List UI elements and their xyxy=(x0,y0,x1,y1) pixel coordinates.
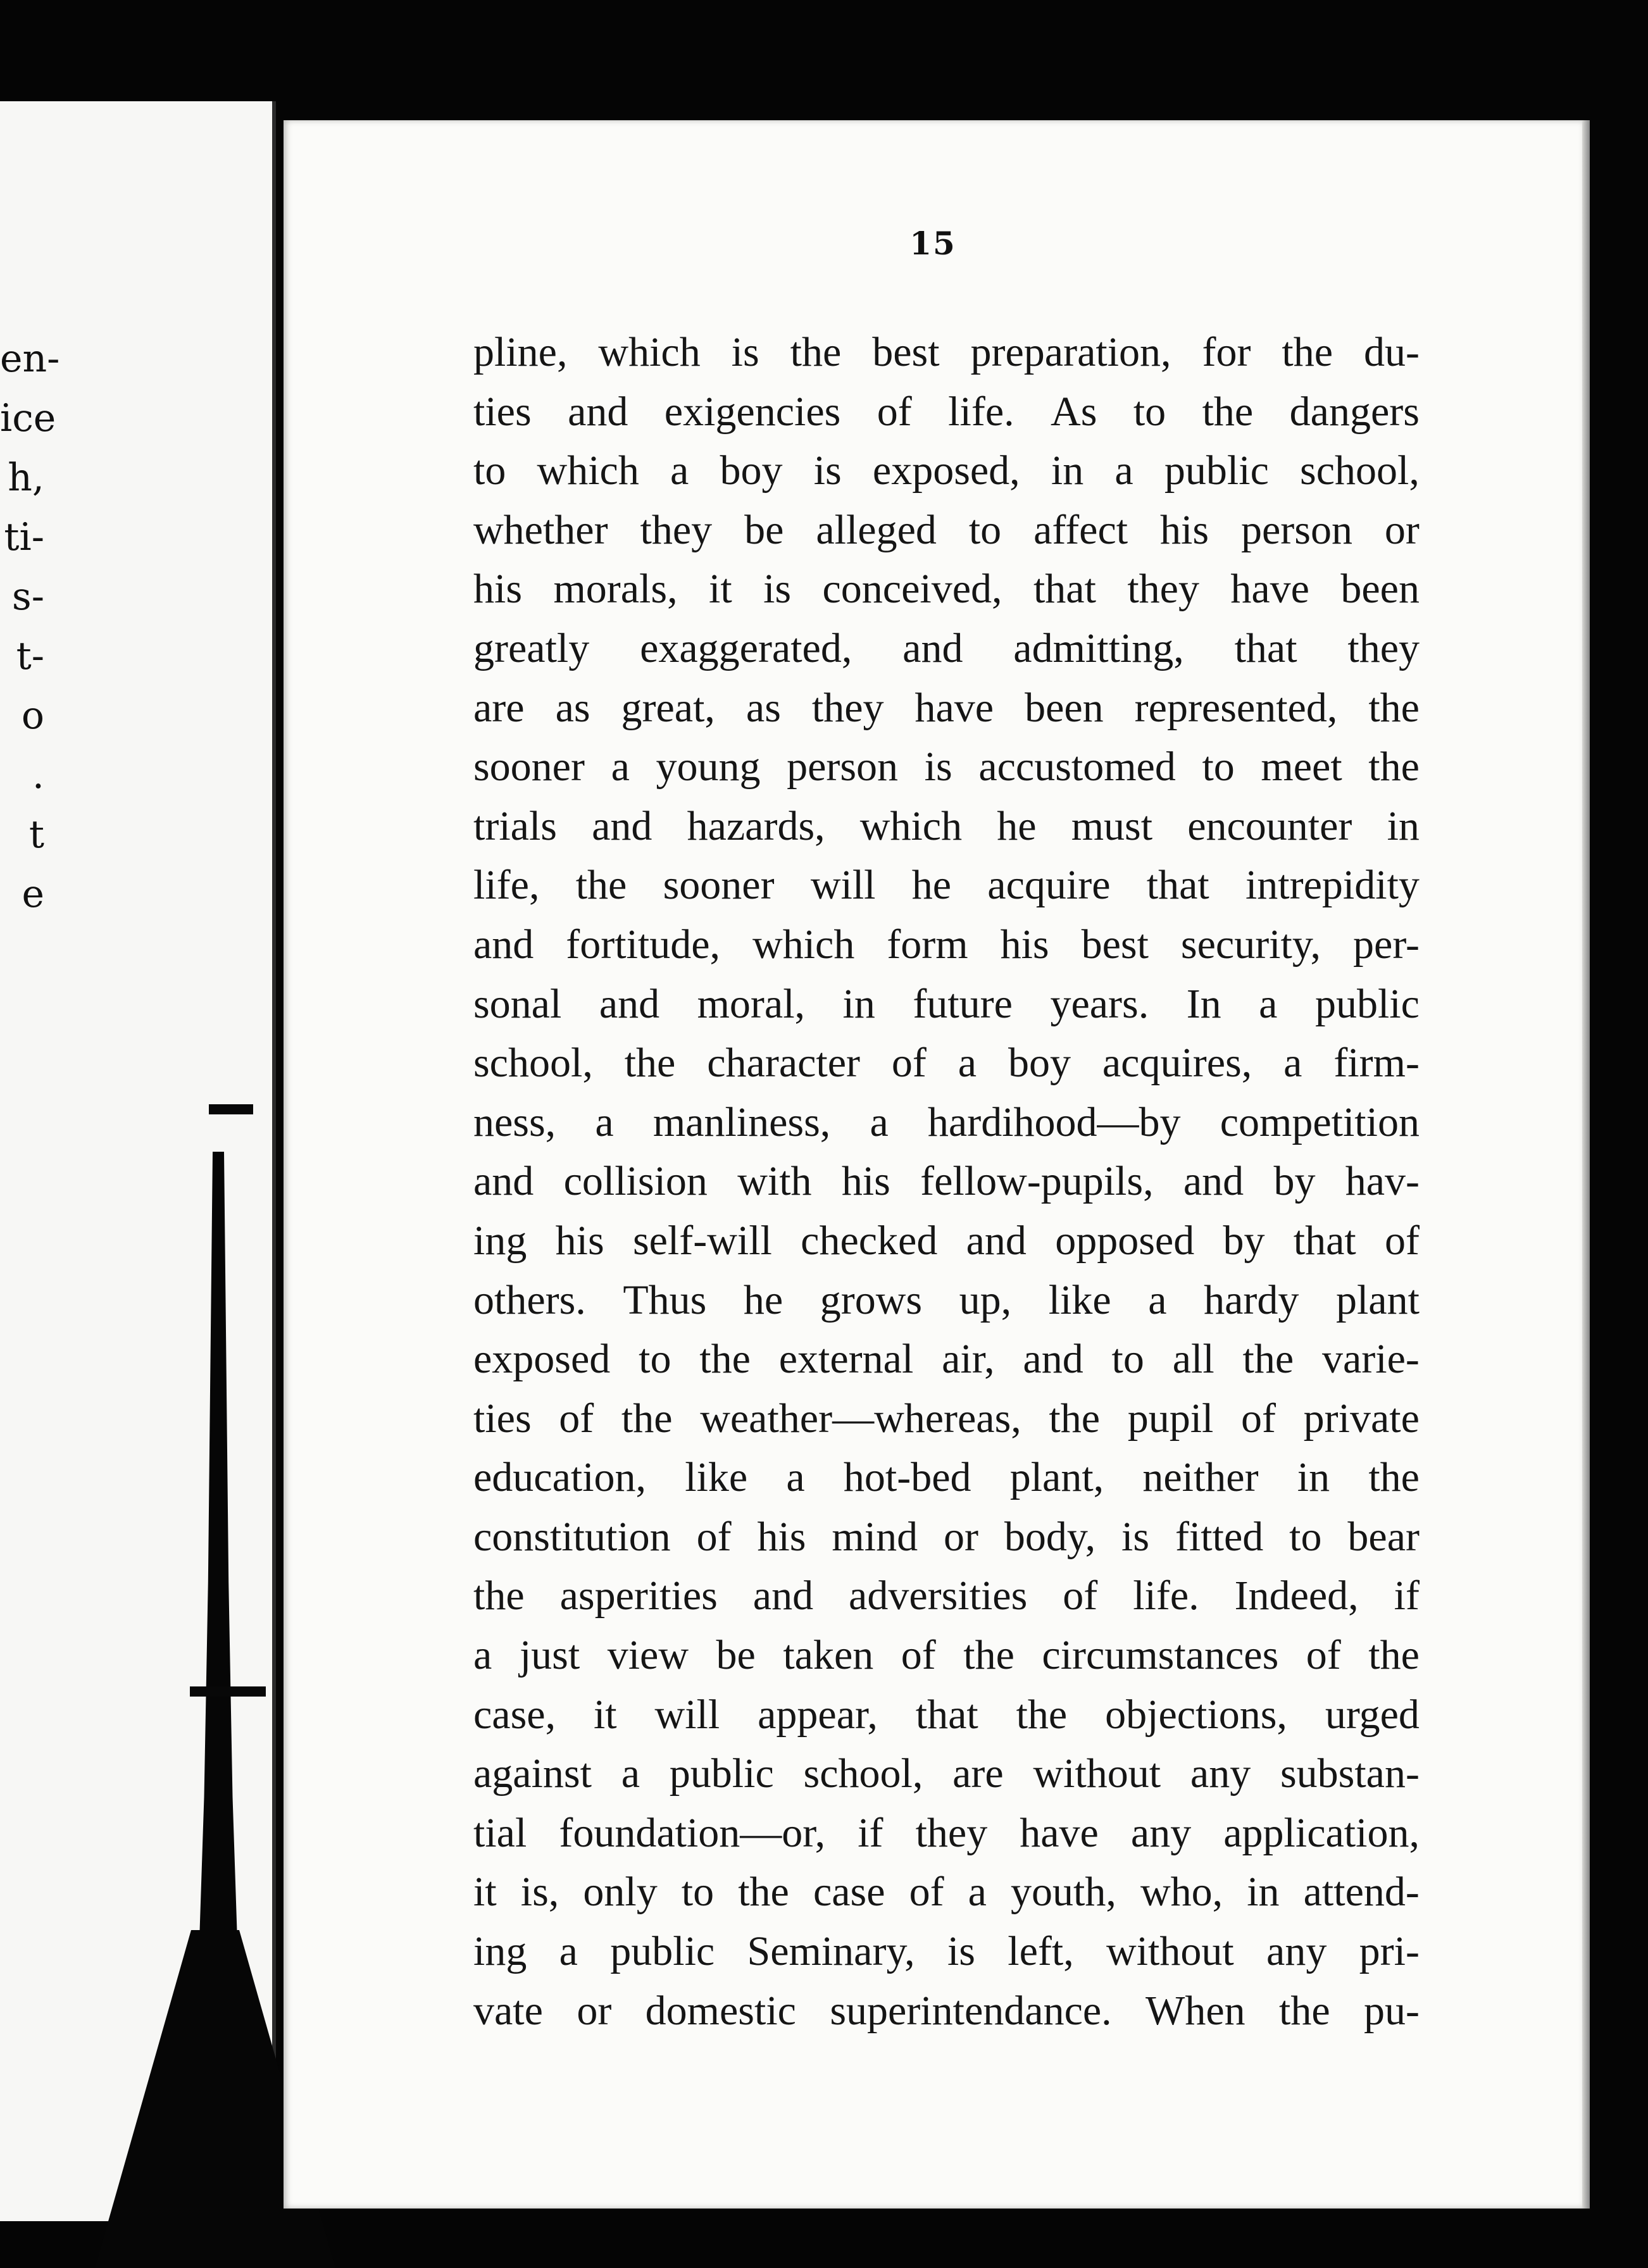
word: domestic xyxy=(645,1987,796,2034)
word: a xyxy=(559,1928,578,1975)
word: ness, xyxy=(473,1099,556,1145)
word: all xyxy=(1172,1336,1214,1383)
word: acquires, xyxy=(1102,1040,1252,1087)
word: a xyxy=(1259,980,1278,1027)
word: conceived, xyxy=(822,566,1002,613)
word: without xyxy=(1106,1928,1234,1975)
word: of xyxy=(891,1040,927,1087)
word: any xyxy=(1190,1750,1251,1797)
word: is xyxy=(813,447,842,494)
word: up, xyxy=(959,1276,1012,1323)
word: to xyxy=(681,1869,715,1916)
word: pu- xyxy=(1364,1987,1420,2034)
word: Indeed, xyxy=(1234,1573,1359,1619)
word: As xyxy=(1051,388,1097,435)
word: a xyxy=(786,1454,805,1501)
word: be xyxy=(716,1632,756,1679)
text-line xyxy=(473,1507,1420,1567)
word: will xyxy=(654,1691,720,1738)
word: life. xyxy=(948,388,1014,435)
word: in xyxy=(1387,802,1420,849)
word: the xyxy=(1368,744,1420,790)
text-line xyxy=(473,559,1420,619)
text-line xyxy=(473,1389,1420,1449)
word: fellow-pupils, xyxy=(920,1158,1154,1205)
word: school, xyxy=(473,1040,593,1087)
word: accustomed xyxy=(978,744,1176,790)
left-fragment: h, xyxy=(8,456,44,500)
word: constitution xyxy=(473,1513,671,1560)
word: bear xyxy=(1347,1513,1420,1560)
word: intrepidity xyxy=(1245,862,1420,909)
word: have xyxy=(1230,566,1309,613)
word: are xyxy=(473,684,525,731)
word: school, xyxy=(803,1750,923,1797)
word: youth, xyxy=(1011,1869,1116,1916)
word: represented, xyxy=(1134,684,1338,731)
word: his xyxy=(841,1158,890,1205)
word: they xyxy=(915,1809,988,1856)
text-line xyxy=(473,382,1420,442)
word: in xyxy=(1247,1869,1280,1916)
text-line xyxy=(473,915,1420,975)
text-line xyxy=(473,1152,1420,1211)
word: to xyxy=(968,506,1002,553)
left-fragment: ice xyxy=(0,396,56,440)
word: to xyxy=(1289,1513,1322,1560)
word: is xyxy=(924,744,952,790)
word: to xyxy=(1111,1336,1144,1383)
word: future xyxy=(913,980,1013,1027)
word: sooner xyxy=(473,744,585,790)
word: is xyxy=(731,329,759,375)
word: the xyxy=(699,1336,751,1383)
word: alleged xyxy=(816,506,937,553)
word: sonal xyxy=(473,980,562,1027)
word: a xyxy=(1148,1276,1167,1323)
word: as xyxy=(746,684,781,731)
word: which xyxy=(598,329,701,375)
word: any xyxy=(1266,1928,1327,1975)
text-line xyxy=(473,1566,1420,1626)
word: affect xyxy=(1033,506,1128,553)
word: like xyxy=(1048,1276,1111,1323)
word: and xyxy=(473,921,534,968)
word: a xyxy=(968,1869,987,1916)
word: just xyxy=(519,1632,580,1679)
word: collision xyxy=(563,1158,708,1205)
word: hot-bed xyxy=(843,1454,971,1501)
word: and xyxy=(902,625,963,671)
word: checked xyxy=(801,1217,938,1264)
word: air, xyxy=(942,1336,995,1383)
word: exposed, xyxy=(872,447,1020,494)
word: body, xyxy=(1004,1513,1096,1560)
word: the xyxy=(1049,1395,1101,1442)
word: who, xyxy=(1140,1869,1223,1916)
word: plant xyxy=(1335,1276,1420,1323)
text-line xyxy=(473,1330,1420,1389)
word: exaggerated, xyxy=(640,625,852,671)
word: his xyxy=(473,566,523,613)
word: the xyxy=(1279,1987,1330,2034)
word: vate xyxy=(473,1987,543,2034)
word: any xyxy=(1130,1809,1192,1856)
word: weather—whereas, xyxy=(700,1395,1021,1442)
word: ties xyxy=(473,1395,532,1442)
right-page xyxy=(284,120,1582,2209)
word: in xyxy=(842,980,875,1027)
left-page-fragments xyxy=(0,329,190,924)
word: his xyxy=(1160,506,1209,553)
word: hav- xyxy=(1345,1158,1420,1205)
word: acquire xyxy=(987,862,1111,909)
word: admitting, xyxy=(1013,625,1184,671)
left-fragment: t- xyxy=(16,634,44,678)
word: that xyxy=(1033,566,1096,613)
word: application, xyxy=(1223,1809,1420,1856)
binding-shadow-mark xyxy=(190,1686,266,1697)
word: firm- xyxy=(1333,1040,1420,1087)
word: adversities xyxy=(849,1573,1028,1619)
word: or xyxy=(944,1513,978,1560)
text-line xyxy=(473,1862,1420,1922)
word: to xyxy=(1202,744,1235,790)
word: that xyxy=(1146,862,1209,909)
word: exposed xyxy=(473,1336,611,1383)
word: they xyxy=(640,506,713,553)
word: his xyxy=(555,1217,604,1264)
text-line xyxy=(473,619,1420,678)
word: public xyxy=(1164,447,1269,494)
word: grows xyxy=(820,1276,923,1323)
word: like xyxy=(685,1454,748,1501)
word: they xyxy=(1347,625,1420,671)
word: boy xyxy=(1008,1040,1071,1087)
word: to xyxy=(473,447,506,494)
word: without xyxy=(1033,1750,1161,1797)
word: hardy xyxy=(1204,1276,1299,1323)
word: a xyxy=(1283,1040,1302,1087)
word: to xyxy=(639,1336,671,1383)
text-line xyxy=(473,1271,1420,1330)
word: and xyxy=(1183,1158,1244,1205)
word: is xyxy=(763,566,792,613)
word: which xyxy=(859,802,963,849)
word: been xyxy=(1340,566,1420,613)
word: neither xyxy=(1142,1454,1259,1501)
text-line xyxy=(473,501,1420,560)
text-line xyxy=(473,856,1420,915)
text-line xyxy=(473,1804,1420,1863)
word: private xyxy=(1303,1395,1420,1442)
word: in xyxy=(1051,447,1084,494)
word: in xyxy=(1297,1454,1330,1501)
word: the xyxy=(1202,388,1254,435)
word: for xyxy=(1202,329,1251,375)
word: it xyxy=(708,566,732,613)
word: superintendance. xyxy=(830,1987,1112,2034)
word: person xyxy=(787,744,899,790)
word: whether xyxy=(473,506,608,553)
word: public xyxy=(669,1750,774,1797)
word: person xyxy=(1241,506,1352,553)
word: it xyxy=(593,1691,617,1738)
word: ing xyxy=(473,1928,527,1975)
word: the xyxy=(1368,684,1420,731)
text-line xyxy=(473,1448,1420,1507)
word: fortitude, xyxy=(566,921,721,968)
word: of xyxy=(877,388,912,435)
word: When xyxy=(1145,1987,1245,2034)
text-line xyxy=(473,737,1420,797)
text-line xyxy=(473,1744,1420,1804)
binding-shadow-mark xyxy=(209,1104,253,1114)
word: if xyxy=(858,1809,883,1856)
word: and xyxy=(473,1158,534,1205)
word: great, xyxy=(621,684,715,731)
word: the xyxy=(473,1573,525,1619)
word: boy xyxy=(720,447,783,494)
word: per- xyxy=(1353,921,1420,968)
word: of xyxy=(901,1632,936,1679)
word: against xyxy=(473,1750,592,1797)
word: a xyxy=(1114,447,1133,494)
word: a xyxy=(670,447,689,494)
word: he xyxy=(743,1276,783,1323)
left-fragment: . xyxy=(32,753,44,797)
word: attend- xyxy=(1303,1869,1420,1916)
word: that xyxy=(1234,625,1297,671)
word: to xyxy=(1133,388,1166,435)
word: morals, xyxy=(553,566,678,613)
page-edge xyxy=(1582,120,1590,2209)
word: a xyxy=(958,1040,977,1087)
text-line xyxy=(473,1922,1420,1981)
word: a xyxy=(621,1750,640,1797)
word: which xyxy=(752,921,855,968)
word: mind xyxy=(832,1513,918,1560)
word: by xyxy=(1223,1217,1265,1264)
word: is xyxy=(947,1928,975,1975)
word: and xyxy=(592,802,652,849)
word: young xyxy=(656,744,761,790)
word: life, xyxy=(473,862,540,909)
word: appear, xyxy=(758,1691,878,1738)
word: case xyxy=(813,1869,885,1916)
word: years. xyxy=(1050,980,1149,1027)
left-fragment: e xyxy=(22,872,44,916)
word: will xyxy=(810,862,876,909)
word: that xyxy=(1293,1217,1356,1264)
word: preparation, xyxy=(970,329,1171,375)
word: his xyxy=(1000,921,1049,968)
word: of xyxy=(1306,1632,1341,1679)
word: he xyxy=(911,862,952,909)
word: manliness, xyxy=(652,1099,831,1145)
word: with xyxy=(737,1158,812,1205)
word: trials xyxy=(473,802,557,849)
word: form xyxy=(887,921,968,968)
left-fragment: o xyxy=(21,694,44,738)
page-number: 15 xyxy=(909,225,956,262)
word: have xyxy=(1020,1809,1099,1856)
word: varie- xyxy=(1321,1336,1420,1383)
word: public xyxy=(610,1928,715,1975)
text-line xyxy=(473,1981,1420,2041)
word: Seminary, xyxy=(747,1928,915,1975)
word: are xyxy=(952,1750,1004,1797)
word: objections, xyxy=(1105,1691,1287,1738)
word: best xyxy=(1081,921,1149,968)
word: best xyxy=(872,329,940,375)
text-line xyxy=(473,1093,1420,1152)
word: greatly xyxy=(473,625,590,671)
word: and xyxy=(599,980,660,1027)
word: his xyxy=(757,1513,806,1560)
word: education, xyxy=(473,1454,647,1501)
text-line xyxy=(473,1033,1420,1093)
word: hardihood—by xyxy=(927,1099,1181,1145)
word: encounter xyxy=(1187,802,1352,849)
word: life. xyxy=(1133,1573,1199,1619)
word: du- xyxy=(1364,329,1420,375)
word: ties xyxy=(473,388,532,435)
word: security, xyxy=(1180,921,1321,968)
word: they xyxy=(811,684,884,731)
word: is xyxy=(1121,1513,1150,1560)
word: a xyxy=(595,1099,614,1145)
word: and xyxy=(966,1217,1027,1264)
word: left, xyxy=(1008,1928,1074,1975)
word: hazards, xyxy=(687,802,825,849)
word: he xyxy=(997,802,1037,849)
word: a xyxy=(870,1099,889,1145)
word: school, xyxy=(1300,447,1420,494)
word: of xyxy=(1385,1217,1420,1264)
word: the xyxy=(621,1395,673,1442)
word: it xyxy=(473,1869,497,1916)
text-line xyxy=(473,1626,1420,1685)
word: asperities xyxy=(559,1573,718,1619)
left-fragment: t xyxy=(28,813,44,857)
word: opposed xyxy=(1055,1217,1195,1264)
word: the xyxy=(738,1869,789,1916)
left-fragment: en- xyxy=(0,337,60,381)
word: or xyxy=(577,1987,612,2034)
text-line xyxy=(473,678,1420,738)
word: character xyxy=(707,1040,861,1087)
word: and xyxy=(1023,1336,1083,1383)
word: the xyxy=(1368,1454,1420,1501)
word: of xyxy=(909,1869,944,1916)
word: ing xyxy=(473,1217,527,1264)
word: others. xyxy=(473,1276,586,1323)
word: of xyxy=(1063,1573,1098,1619)
text-line xyxy=(473,975,1420,1034)
word: only xyxy=(583,1869,658,1916)
word: have xyxy=(915,684,994,731)
text-line xyxy=(473,323,1420,382)
word: Thus xyxy=(623,1276,707,1323)
word: the xyxy=(963,1632,1014,1679)
word: view xyxy=(607,1632,689,1679)
word: tial xyxy=(473,1809,527,1856)
word: moral, xyxy=(697,980,806,1027)
word: that xyxy=(915,1691,978,1738)
word: the xyxy=(624,1040,676,1087)
word: urged xyxy=(1325,1691,1420,1738)
left-fragment: s- xyxy=(11,575,44,619)
word: the xyxy=(1282,329,1333,375)
body-text xyxy=(473,323,1420,2040)
word: must xyxy=(1071,802,1153,849)
word: of xyxy=(696,1513,732,1560)
word: been xyxy=(1025,684,1104,731)
word: as xyxy=(555,684,590,731)
word: which xyxy=(537,447,639,494)
word: of xyxy=(1241,1395,1277,1442)
text-line xyxy=(473,797,1420,856)
word: In xyxy=(1186,980,1221,1027)
word: a xyxy=(611,744,630,790)
word: be xyxy=(744,506,784,553)
word: the xyxy=(1016,1691,1068,1738)
word: pri- xyxy=(1359,1928,1420,1975)
word: dangers xyxy=(1289,388,1420,435)
word: if xyxy=(1394,1573,1420,1619)
word: circumstances xyxy=(1042,1632,1279,1679)
word: sooner xyxy=(663,862,775,909)
word: exigencies xyxy=(664,388,841,435)
word: is, xyxy=(520,1869,559,1916)
text-line xyxy=(473,1211,1420,1271)
word: competition xyxy=(1220,1099,1420,1145)
word: a xyxy=(473,1632,492,1679)
word: or xyxy=(1384,506,1420,553)
word: self-will xyxy=(632,1217,772,1264)
word: meet xyxy=(1261,744,1342,790)
word: by xyxy=(1273,1158,1316,1205)
word: external xyxy=(778,1336,914,1383)
word: plant, xyxy=(1009,1454,1104,1501)
word: the xyxy=(1368,1632,1420,1679)
word: foundation—or, xyxy=(559,1809,826,1856)
word: pupil xyxy=(1127,1395,1214,1442)
word: and xyxy=(568,388,628,435)
word: case, xyxy=(473,1691,556,1738)
word: taken xyxy=(783,1632,874,1679)
text-line xyxy=(473,1685,1420,1745)
word: and xyxy=(752,1573,814,1619)
word: of xyxy=(559,1395,594,1442)
word: fitted xyxy=(1175,1513,1264,1560)
word: they xyxy=(1127,566,1199,613)
left-fragment: ti- xyxy=(4,515,44,559)
word: pline, xyxy=(473,329,568,375)
word: the xyxy=(790,329,842,375)
word: the xyxy=(575,862,627,909)
word: the xyxy=(1242,1336,1294,1383)
word: substan- xyxy=(1280,1750,1420,1797)
word: public xyxy=(1314,980,1420,1027)
text-line xyxy=(473,441,1420,501)
